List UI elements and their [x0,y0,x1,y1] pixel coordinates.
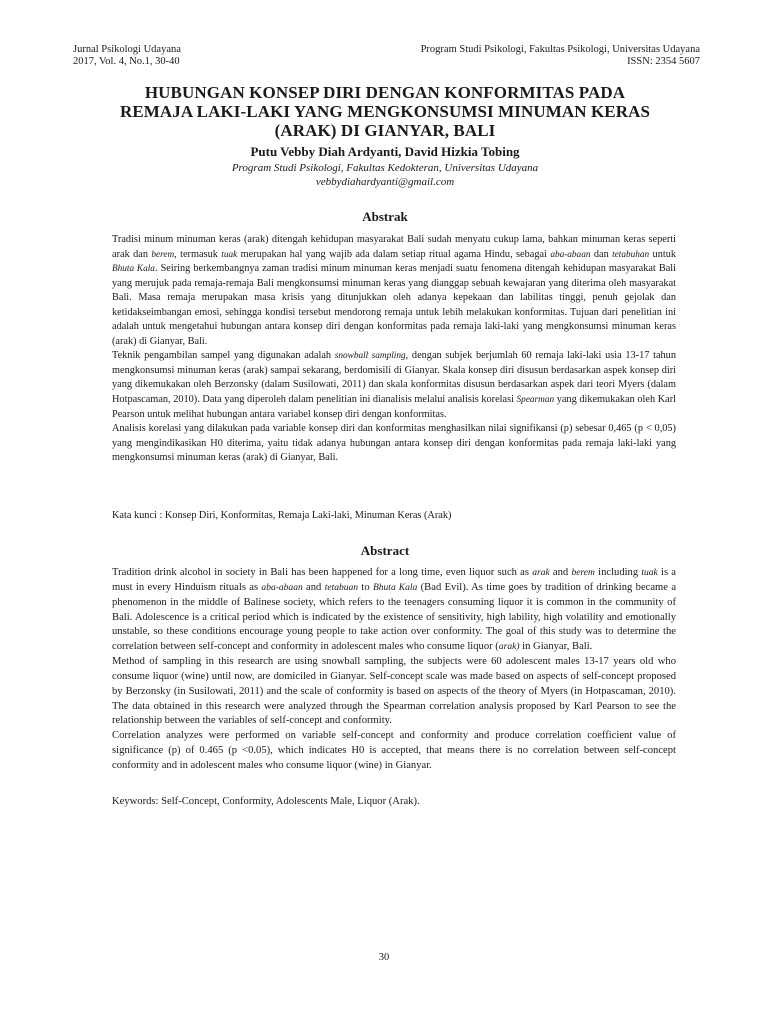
abstract-paragraph-2: Method of sampling in this research are using snowball sampling, the subjects were 60 adolescent males 13-17 years old who consume liquor (wine) until now, are domiciled in Gianyar. Self-concept scale was made based on aspects of self-concept proposed by Berzonsky (in Susilowati, 2011) and the scale of conformity is based on aspects of the theory of Myers (in Hotpascaman, 2010). The data obtained in this research were analyzed through the Spearman correlation analysis proposed by Karl Pearson to see the relationship between the variables of self-concept and conformity. [112,656,676,727]
title-line: HUBUNGAN KONSEP DIRI DENGAN KONFORMITAS PADA [144,83,626,102]
kata-kunci: Kata kunci : Konsep Diri, Konformitas, Remaja Laki-laki, Minuman Keras (Arak) [112,510,452,521]
abstrak-body [112,233,676,466]
journal-institution: Program Studi Psikologi, Fakultas Psikologi, Universitas Udayana [420,44,700,55]
title-line: (ARAK) DI GIANYAR, BALI [274,121,496,140]
authors: Putu Vebby Diah Ardyanti, David Hizkia Tobing [250,144,520,159]
abstract-paragraph-3: Correlation analyzes were performed on variable self-concept and conformity and produce correlation coefficient value of significance (p) of 0.465 (p <0.05), which indicates H0 is accepted, that means there is no correlation between self-concept conformity and in adolescent males who consume liquor (wine) in Gianyar. [112,730,676,771]
journal-name: Jurnal Psikologi Udayana [73,44,181,55]
journal-issue: 2017, Vol. 4, No.1, 30-40 [73,56,180,67]
journal-issn: ISSN: 2354 5607 [627,56,700,67]
affiliation: Program Studi Psikologi, Fakultas Kedokteran, Universitas Udayana [231,162,539,174]
abstrak-heading: Abstrak [362,209,408,224]
abstrak-paragraph-1: Tradisi minum minuman keras (arak) ditengah kehidupan masyarakat Bali sudah menyatu cukup lama, bahkan minuman keras seperti arak dan berem, termasuk tuak merupakan hal yang wajib ada dalam setiap ritual agama Hindu, sebagai aba-abaan dan tetabuhan untuk Bhuta Kala. Seiring berkembangnya zaman tradisi minum minuman keras menjadi suatu fenomena ditengah kehidupan masyarakat Bali yang merujuk pada remaja-remaja Bali mengkonsumsi minuman keras yang dianggap sebuah kewajaran yang diterima oleh masyarakat Bali. Masa remaja merupakan masa krisis yang ditunjukkan oleh adanya kepekaan dan labilitas tinggi, penuh gejolak dan ketidakseimbangan emosi, sehingga kondisi tersebut mendorong remaja untuk lebih melakukan konformitas. Tujuan dari penelitian ini adalah untuk mengetahui hubungan antara konsep diri dengan konformitas pada remaja laki-laki yang mengkonsumsi minuman keras (arak) di Gianyar, Bali. [112,234,677,347]
affiliation-block [60,161,710,189]
running-header-left [73,44,181,68]
abstract-paragraph-1: Tradition drink alcohol in society in Bali has been happened for a long time, even liquor such as arak and berem including tuak is a must in every Hinduism rituals as aba-abaan and tetabuan to Bhuta Kala (Bad Evil). As time goes by tradition of drinking became a phenomenon in the middle of Balinese society, which refers to the teenagers consuming liquor it is common in the community of Bali. Adolescence is a critical period which is indicated by the existence of sensitivity, high lability, high volatility and emotionally unstable, so these conditions encourage young people to take action over conformity. The goal of this study was to determine the correlation between self-concept and conformity in adolescent males who consume liquor (arak) in Gianyar, Bali. [112,567,677,653]
abstrak-paragraph-2: Teknik pengambilan sampel yang digunakan adalah snowball sampling, dengan subjek berjumlah 60 remaja laki-laki usia 13-17 tahun mengkonsumsi minuman keras (arak) sampai sekarang, berdomisili di Gianyar. Skala konsep diri disusun berdasarkan aspek konsep diri yang dikemukakan oleh Berzonsky (dalam Susilowati, 2011) dan skala konformitas disusun berdasarkan aspek dari teori Myers (dalam Hotpascaman, 2010). Data yang diperoleh dalam penelitian ini dianalisis melalui analisis korelasi Spearman yang dikemukakan oleh Karl Pearson untuk melihat hubungan antara variabel konsep diri dengan konformitas. [112,350,677,420]
abstract-body [112,566,676,774]
author-email[interactable]: vebbydiahardyanti@gmail.com [315,176,455,188]
abstrak-paragraph-3: Analisis korelasi yang dilakukan pada variable konsep diri dan konformitas menghasilkan nilai signifikansi (p) sebesar 0,465 (p < 0,05) yang mengindikasikan H0 diterima, yaitu tidak adanya hubungan antara konsep diri dengan konformitas pada remaja laki-laki yang mengkonsumsi minuman keras (arak) di Gianyar, Bali. [112,423,676,464]
abstract-heading: Abstract [360,543,410,558]
keywords: Keywords: Self-Concept, Conformity, Adolescents Male, Liquor (Arak). [112,796,420,807]
page-number: 30 [378,952,390,963]
paper-title [60,83,710,140]
title-line: REMAJA LAKI-LAKI YANG MENGKONSUMSI MINUMAN KERAS [119,102,651,121]
running-header-right [421,44,700,68]
